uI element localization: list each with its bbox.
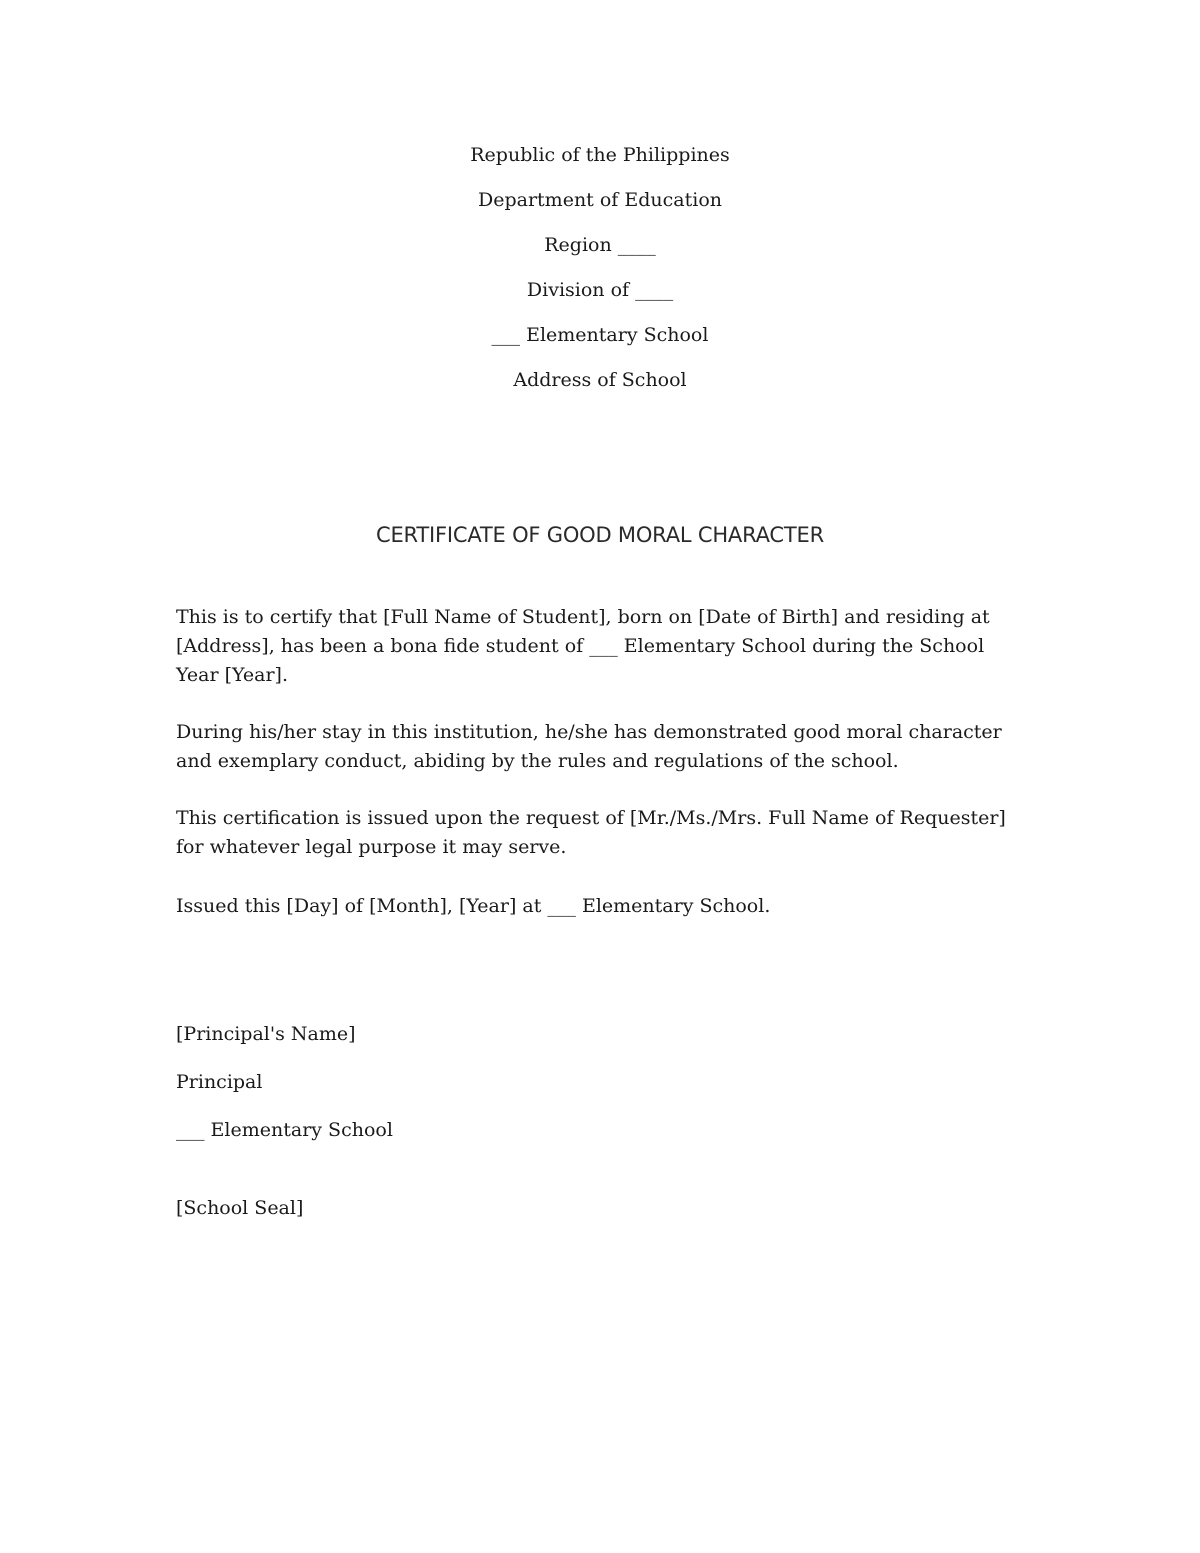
- signature-school: ___ Elementary School: [176, 1119, 393, 1141]
- principal-title: Principal: [176, 1071, 263, 1093]
- paragraph-issued: Issued this [Day] of [Month], [Year] at ___ Elementary School.: [176, 895, 771, 917]
- header-address: Address of School: [513, 369, 687, 391]
- paragraph-conduct: During his/her stay in this institution, he/she has demonstrated good moral character and exemplary conduct, abiding by the rules and regulations of the school.: [176, 721, 1002, 772]
- header-school: ___ Elementary School: [491, 324, 709, 346]
- principal-name: [Principal's Name]: [176, 1023, 356, 1045]
- school-seal: [School Seal]: [176, 1197, 304, 1219]
- paragraph-certify: This is to certify that [Full Name of Student], born on [Date of Birth] and residing at [Address], has been a bona fide student of ___ Elementary School during the School Year [Year].: [176, 606, 990, 686]
- header-division: Division of ____: [526, 279, 674, 301]
- paragraph-request: This certification is issued upon the request of [Mr./Ms./Mrs. Full Name of Requester] for whatever legal purpose it may serve.: [176, 807, 1006, 858]
- certificate-title: CERTIFICATE OF GOOD MORAL CHARACTER: [376, 523, 824, 547]
- header-republic: Republic of the Philippines: [470, 144, 730, 166]
- header-department: Department of Education: [478, 189, 722, 211]
- header-region: Region ____: [544, 234, 656, 256]
